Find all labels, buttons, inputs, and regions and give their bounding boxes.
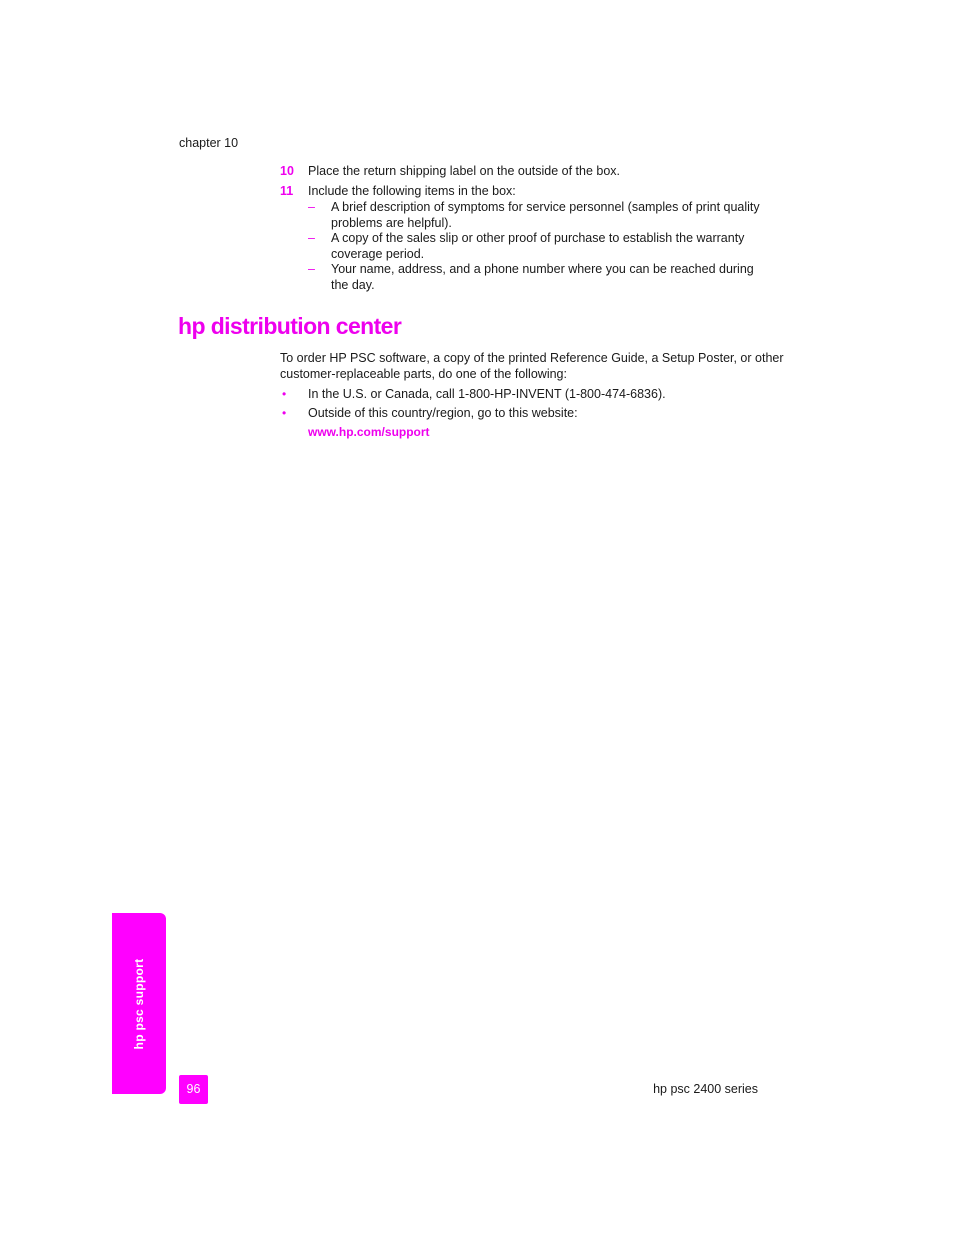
bullet-marker: •	[282, 387, 287, 401]
subitem-line: coverage period.	[331, 247, 425, 261]
dash-marker: –	[308, 200, 315, 214]
subitem-line: problems are helpful).	[331, 216, 452, 230]
page-number: 96	[186, 1082, 201, 1096]
dash-marker: –	[308, 262, 315, 276]
subitem-line: A copy of the sales slip or other proof of purchase to establish the warranty	[331, 231, 745, 245]
step-text: Include the following items in the box:	[308, 184, 516, 198]
intro-line: customer-replaceable parts, do one of the following:	[280, 367, 567, 381]
step-number: 10	[280, 164, 294, 178]
step-number: 11	[280, 184, 294, 198]
bullet-marker: •	[282, 406, 287, 420]
subitem-line: the day.	[331, 278, 375, 292]
dash-marker: –	[308, 231, 315, 245]
section-heading: hp distribution center	[178, 313, 402, 339]
bullet-text: Outside of this country/region, go to this website:	[308, 406, 578, 420]
side-tab	[112, 913, 166, 1094]
subitem-line: Your name, address, and a phone number where you can be reached during	[331, 262, 754, 276]
bullet-text: In the U.S. or Canada, call 1-800-HP-INVENT (1-800-474-6836).	[308, 387, 666, 401]
subitem-line: A brief description of symptoms for service personnel (samples of print quality	[331, 200, 760, 214]
support-website-link[interactable]: www.hp.com/support	[308, 425, 430, 439]
chapter-label: chapter 10	[179, 136, 239, 150]
step-text: Place the return shipping label on the outside of the box.	[308, 164, 621, 178]
side-tab-label: hp psc support	[132, 958, 146, 1049]
page-number-box	[179, 1075, 208, 1104]
intro-line: To order HP PSC software, a copy of the printed Reference Guide, a Setup Poster, or other	[280, 351, 784, 365]
footer-product: hp psc 2400 series	[653, 1082, 758, 1096]
